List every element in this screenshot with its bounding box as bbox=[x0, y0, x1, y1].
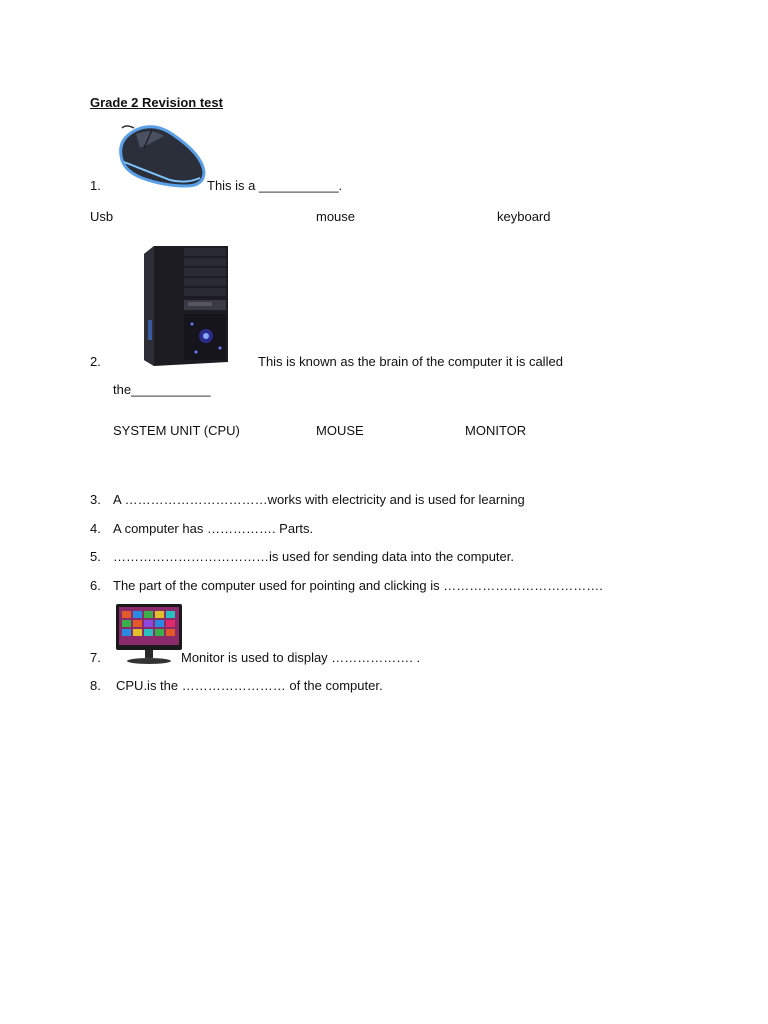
q2-number: 2. bbox=[90, 354, 101, 369]
q1-option-keyboard: keyboard bbox=[497, 209, 551, 224]
q6-number: 6. bbox=[90, 578, 101, 593]
q4-text: A computer has ……………. Parts. bbox=[113, 521, 314, 536]
q2-text: This is known as the brain of the computer it is called bbox=[258, 354, 563, 369]
q3-number: 3. bbox=[90, 492, 101, 507]
q1-number: 1. bbox=[90, 178, 101, 193]
q6-text: The part of the computer used for pointing and clicking is ………………………………. bbox=[113, 578, 603, 593]
q2-option-system-unit: SYSTEM UNIT (CPU) bbox=[113, 423, 240, 438]
q2-text-continued: the___________ bbox=[113, 382, 211, 397]
monitor-image bbox=[115, 603, 183, 665]
q5-number: 5. bbox=[90, 549, 101, 564]
q7-text: Monitor is used to display ………………. . bbox=[181, 650, 421, 665]
system-unit-image bbox=[140, 244, 232, 368]
q3-text: A ……………………………works with electricity and is used for learning bbox=[113, 492, 525, 507]
q1-text: This is a ___________. bbox=[207, 178, 343, 193]
q4-number: 4. bbox=[90, 521, 101, 536]
page-title: Grade 2 Revision test bbox=[90, 95, 223, 110]
q1-option-mouse: mouse bbox=[316, 209, 356, 224]
q1-option-usb: Usb bbox=[90, 209, 114, 224]
q5-text: ………………………………is used for sending data into the computer. bbox=[113, 549, 514, 564]
mouse-image bbox=[114, 120, 208, 190]
q2-option-monitor: MONITOR bbox=[465, 423, 527, 438]
q7-number: 7. bbox=[90, 650, 101, 665]
q8-number: 8. bbox=[90, 678, 101, 693]
q2-option-mouse: MOUSE bbox=[316, 423, 364, 438]
q8-text: CPU.is the …………………… of the computer. bbox=[116, 678, 383, 693]
